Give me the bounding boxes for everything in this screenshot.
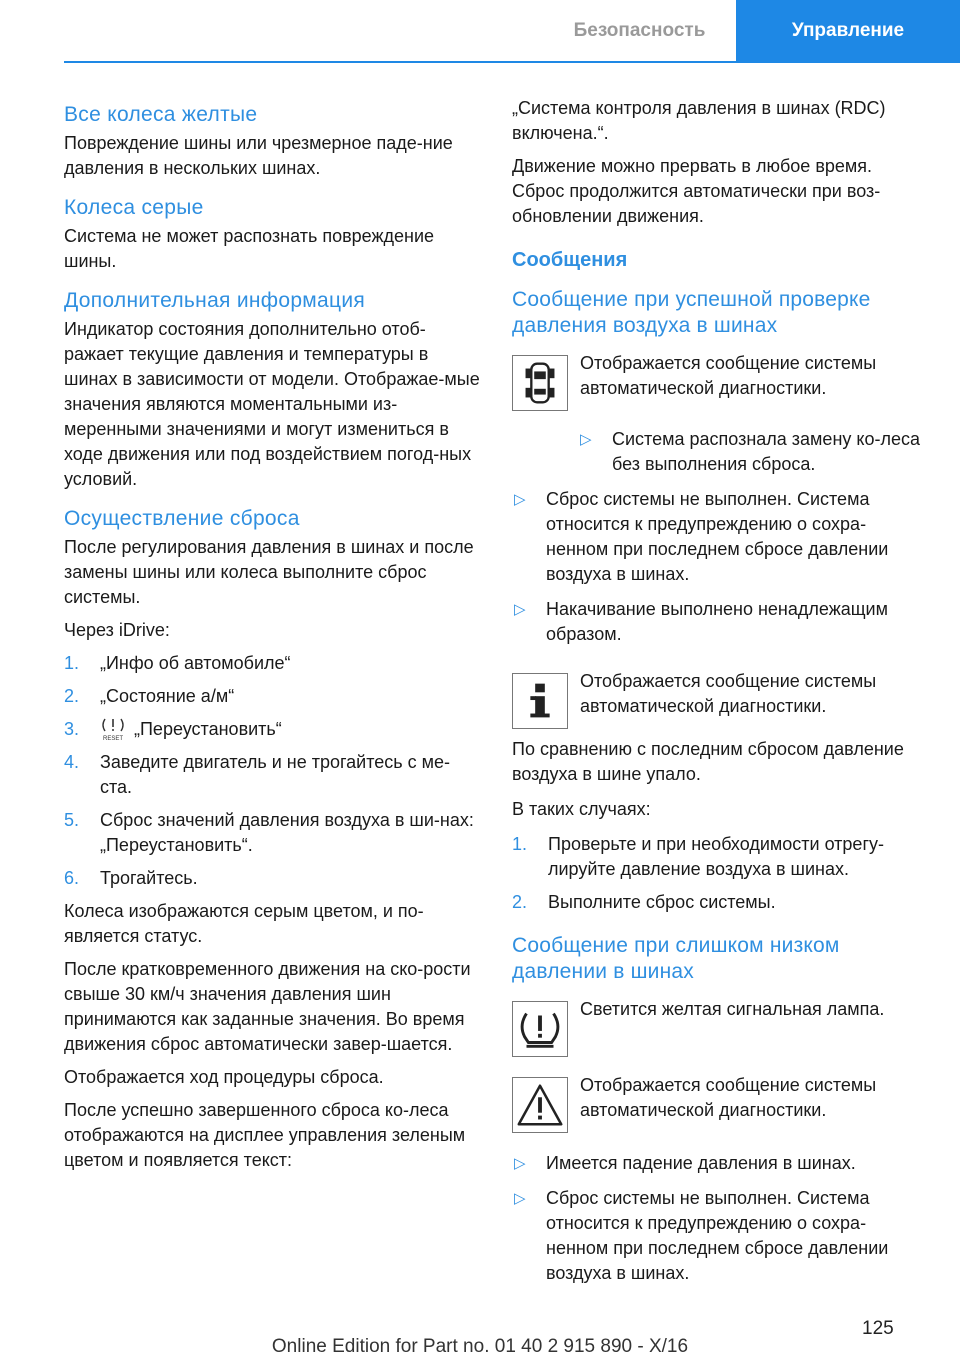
step-number: 6.: [64, 868, 80, 888]
heading-low-pressure: Сообщение при слишком низком давлении в шинах: [512, 934, 840, 983]
triangle-bullet-icon: ▷: [514, 1190, 526, 1207]
paragraph-success: После успешно завершенного сброса ко-леса отображаются на дисплее управления зеленым цветом и появляется текст:: [64, 1100, 466, 1170]
step-number: 1.: [64, 653, 80, 673]
page-header: [0, 0, 960, 62]
bullets-a: [512, 487, 922, 647]
right-column: [512, 96, 922, 1296]
step-text: Заведите двигатель и не трогайтесь с ме-ста.: [100, 752, 451, 797]
tab-control[interactable]: Управление: [736, 0, 960, 62]
triangle-bullet-icon: ▷: [514, 491, 526, 508]
tab-safety[interactable]: Безопасность: [573, 20, 706, 41]
list-item: [512, 1151, 922, 1176]
step-number: 2.: [512, 892, 528, 912]
paragraph-shown-2: Отображается сообщение системы автоматической диагностики.: [580, 671, 877, 716]
bullets-b: [512, 1151, 922, 1286]
triangle-bullet-icon: ▷: [580, 431, 592, 448]
step-number: 1.: [512, 834, 528, 854]
list-item: [64, 866, 482, 891]
list-item: [512, 1186, 922, 1286]
list-item: [512, 832, 922, 882]
paragraph-interrupt: Движение можно прервать в любое время. Сброс продолжится автоматически при воз-обновлении движения.: [512, 156, 881, 226]
warning-triangle-icon: [512, 1077, 568, 1133]
paragraph-idrive: Через iDrive:: [64, 620, 170, 640]
step-text: „Состояние а/м“: [100, 686, 235, 706]
step-number: 5.: [64, 810, 80, 830]
step-text: Выполните сброс системы.: [548, 892, 776, 912]
list-item: [64, 651, 482, 676]
list-item: [64, 717, 482, 742]
list-item: [578, 427, 922, 477]
bullet-text: Система распознала замену ко-леса без выполнения сброса.: [612, 429, 920, 474]
list-item: [64, 808, 482, 858]
list-item: [64, 750, 482, 800]
message-block-tpms: [512, 997, 922, 1065]
paragraph-shown-1: Отображается сообщение системы автоматической диагностики.: [580, 353, 877, 398]
svg-text:RESET: RESET: [102, 736, 124, 741]
paragraph-shown-3: Отображается сообщение системы автоматической диагностики.: [580, 1075, 877, 1120]
reset-steps: [64, 651, 482, 891]
step-number: 3.: [64, 719, 80, 739]
triangle-bullet-icon: ▷: [514, 1155, 526, 1172]
heading-all-yellow: Все колеса желтые: [64, 103, 258, 126]
list-item: [512, 597, 922, 647]
step-number: 4.: [64, 752, 80, 772]
triangle-bullet-icon: ▷: [514, 601, 526, 618]
paragraph-yellow-lamp: Светится желтая сигнальная лампа.: [580, 999, 885, 1019]
list-item: [64, 684, 482, 709]
heading-gray: Колеса серые: [64, 196, 204, 219]
heading-success-check: Сообщение при успешной проверке давления воздуха в шинах: [512, 288, 871, 337]
paragraph-all-yellow: Повреждение шины или чрезмерное паде-ние давления в нескольких шинах.: [64, 133, 453, 178]
header-rule: [64, 61, 960, 63]
reset-tire-pressure-icon: [100, 717, 126, 741]
heading-messages: Сообщения: [512, 249, 628, 271]
step-text: Трогайтесь.: [100, 868, 198, 888]
bullet-text: Накачивание выполнено ненадлежащим образом.: [546, 599, 888, 644]
check-steps: [512, 832, 922, 915]
footer-edition: Online Edition for Part no. 01 40 2 915 890 - X/16: [271, 1336, 689, 1357]
step-text: Проверьте и при необходимости отрегу-лируйте давление воздуха в шинах.: [548, 834, 885, 879]
paragraph-progress: Отображается ход процедуры сброса.: [64, 1067, 384, 1087]
nested-bullets: [578, 427, 922, 477]
list-item: [512, 487, 922, 587]
step-number: 2.: [64, 686, 80, 706]
message-block-car: [512, 351, 922, 419]
paragraph-compare: По сравнению с последним сбросом давление воздуха в шине упало.: [512, 739, 904, 784]
list-item: [512, 890, 922, 915]
tire-pressure-warning-icon: [512, 1001, 568, 1057]
paragraph-rdc: „Система контроля давления в шинах (RDC) включена.“.: [512, 98, 886, 143]
bullet-text: Имеется падение давления в шинах.: [546, 1153, 856, 1173]
bullet-text: Сброс системы не выполнен. Система относится к предупреждению о сохра-ненном при последнем сбросе давлении воздуха в шинах.: [546, 1188, 889, 1283]
bullet-text: Сброс системы не выполнен. Система относится к предупреждению о сохра-ненном при последнем сбросе давлении воздуха в шинах.: [546, 489, 889, 584]
heading-reset: Осуществление сброса: [64, 507, 300, 530]
paragraph-short-drive: После кратковременного движения на ско-рости свыше 30 км/ч значения давления шин принимаются как заданные значения. Во время движения сброс автоматически завер-шается.: [64, 959, 471, 1054]
left-column: [64, 96, 482, 1181]
paragraph-extra-info: Индикатор состояния дополнительно отоб-ражает текущие давления и температуры в шинах в зависимости от модели. Отображае-мые значения являются моментальными из-меренными значениями и могут измениться в ходе движения или под воздействием погод-ных условий.: [64, 319, 480, 489]
page-number: 125: [862, 1318, 894, 1339]
car-top-view-icon: [512, 355, 568, 411]
paragraph-gray: Система не может распознать повреждение шины.: [64, 226, 435, 271]
step-text: Сброс значений давления воздуха в ши-нах: „Переустановить“.: [100, 810, 474, 855]
heading-extra-info: Дополнительная информация: [64, 289, 366, 312]
paragraph-gray-status: Колеса изображаются серым цветом, и по-является статус.: [64, 901, 424, 946]
info-icon: [512, 673, 568, 729]
paragraph-cases: В таких случаях:: [512, 799, 651, 819]
message-block-info: [512, 669, 922, 737]
step-text: „Инфо об автомобиле“: [100, 653, 291, 673]
step-text: „Переустановить“: [134, 719, 282, 739]
paragraph-reset: После регулирования давления в шинах и после замены шины или колеса выполните сброс системы.: [64, 537, 474, 607]
message-block-warning: [512, 1073, 922, 1141]
